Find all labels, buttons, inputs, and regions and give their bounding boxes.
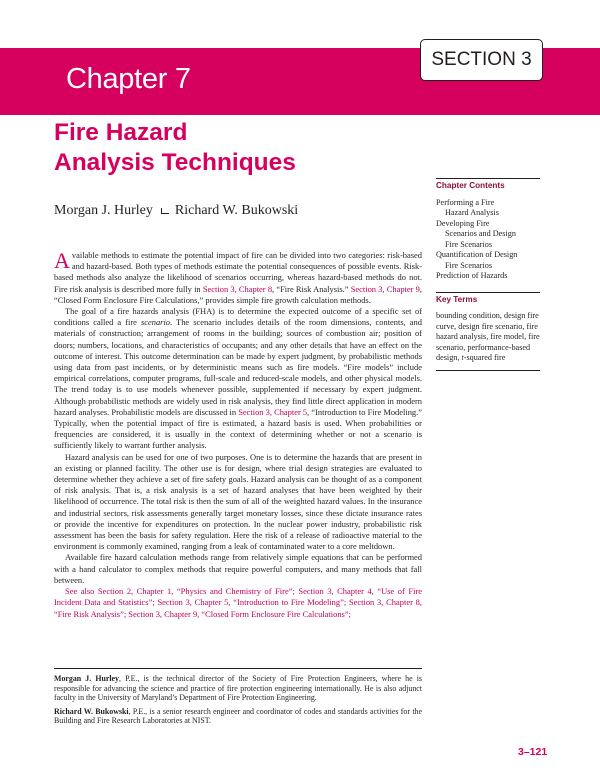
section-xref-link[interactable]: Section 3, Chapter 5 [238,406,308,417]
contents-item-line: Scenarios and Design [445,229,516,238]
key-terms-italic: t [461,353,464,362]
bio-text: , P.E., is the technical director of the Society of Fire Protection Engineers, where he is responsible for advancing the science and practice of fire protection engineering internationally. He is also adjunct faculty in the University of Maryland’s Department of Fire Protection Engineering. [54,674,422,703]
key-terms-text [436,311,540,364]
contents-item [436,250,540,271]
paragraph-1 [54,250,422,306]
bio-name: Richard W. Bukowski [54,706,129,716]
key-terms-part: -squared fire [463,353,506,362]
author-bios [54,674,422,730]
key-terms-heading: Key Terms [436,294,478,304]
chapter-contents-heading: Chapter Contents [436,181,505,190]
contents-item [436,198,540,219]
author-1: Morgan J. Hurley [54,203,153,218]
section-xref-link[interactable]: Section 3, Chapter 8 [202,283,273,294]
contents-item-line: Quantification of Design [436,250,518,259]
contents-item-line: Hazard Analysis [445,208,499,217]
bio-bukowski [54,707,422,726]
bio-name: Morgan J. Hurley [54,674,119,683]
text-run: The goal of a fire hazards analysis (FHA) is to determine the expected outcome of a specific set of conditions called a fire [54,306,422,328]
text-run-italic: scenario [140,317,171,328]
author-2: Richard W. Bukowski [174,203,299,218]
text-run: , “Closed Form Enclosure Fire Calculations,” provides simple fire growth calculation methods. [54,283,422,305]
section-xref-link[interactable]: Section 3, Chapter 9 [350,283,420,294]
contents-item-line: Performing a Fire [436,197,495,207]
sidebar-rule [436,292,540,293]
text-run: , “Fire Risk Analysis.” [272,283,351,294]
text-run: . The scenario includes details of the room dimensions, contents, and materials of construction; arrangement of rooms in the building; sources of combustion air; position of doors; numbers, locations, and characteristics of occupants; and any other details that have an effect on the outcome of interest. This outcome determination can be made by expert judgment, by probabilistic methods using data from past incidents, or by deterministic means such as fire models. “Fire models” include empirical correlations, computer programs, full-scale and reduced-scale models, and other physical models. The trend today is to use models whenever possible, supplemented if necessary by expert judgment. Although probabilistic methods are widely used in risk analysis, they find little direct application in modern hazard analyses. Probabilistic models are discussed in [54,317,422,417]
chapter-label: Chapter 7 [66,63,191,95]
contents-item-line: Fire Scenarios [445,260,493,270]
paragraph-3: Hazard analysis can be used for one of two purposes. One is to determine the hazards that are present in an existing or planned facility. The other use is for design, where trial design strategies are evaluated to determine whether they achieve a set of fire safety goals. Hazard analysis can be thought of as a component of risk analysis. That is, a risk analysis is a set of hazard analyses that have been weighted by their likelihood of occurrence. The total risk is then the sum of all of the weighted hazard values. In the insurance and industrial sectors, risk assessments generally target monetary losses, since these dictate insurance rates or provide the incentive for expenditures on protection. In the nuclear power industry, probabilistic risk assessment has been the basis for safety regulation. Here the risk of a release of radioactive material to the environment is commonly examined, ranging from a leak of contaminated water to a core meltdown. [54,451,422,552]
page-number: 3–121 [518,746,548,758]
chapter-title [54,118,296,178]
author-line [54,203,298,219]
see-also-links[interactable]: See also Section 2, Chapter 1, “Physics and Chemistry of Fire”; Section 3, Chapter 4, “Use of Fire Incident Data and Statistics”; Section 3, Chapter 5, “Introduction to Fire Modeling”; Section 3, Chapter 8, “Fire Risk Analysis”; Section 3, Chapter 9, “Closed Form Enclosure Fire Calculations”; [54,586,422,619]
paragraph-2 [54,306,422,452]
contents-item-line: Prediction of Hazards [436,271,508,280]
title-line-2: Analysis Techniques [54,149,296,176]
contents-item [436,271,540,282]
paragraph-4: Available fire hazard calculation methods range from relatively simple equations that can be performed with a hand calculator to complex methods that require powerful computers, and many methods that fall between. [54,552,422,585]
contents-item [436,219,540,251]
author-separator-icon [161,208,169,214]
title-line-1: Fire Hazard [54,119,188,146]
text-run: vailable methods to estimate the potential impact of fire can be divided into two categories: risk-based and hazard-based. Both types of methods estimate the potential consequences of possible events. Risk-based methods also analyze the likelihood of scenarios occurring, whereas hazard-based methods do not. Fire risk analysis is described more fully in [54,250,422,294]
sidebar-rule [436,370,540,371]
chapter-contents-list [436,198,540,282]
bio-text: , P.E., is a senior research engineer and coordinator of codes and standards activities for the Building and Fire Research Laboratories at NIST. [54,706,422,726]
contents-item-line: Fire Scenarios [445,239,493,249]
bio-divider [54,668,422,669]
bio-hurley [54,674,422,703]
body-text [54,250,422,620]
sidebar [436,178,540,371]
sidebar-rule [436,178,540,179]
section-label: SECTION 3 [420,39,543,81]
contents-item-line: Developing Fire [436,218,490,228]
key-terms-part: bounding condition, design fire curve, design fire scenario, fire hazard analysis, fire model, fire scenario, performance-based design, [436,311,540,362]
drop-cap: A [54,248,70,273]
text-run: , “Introduction to Fire Modeling.” Typically, when the potential impact of fire is estimated, a hazard basis is used. When probabilities or frequencies are considered, it is usually in the context of determining whether or not a scenario is sufficiently likely to warrant further analysis. [54,406,422,451]
